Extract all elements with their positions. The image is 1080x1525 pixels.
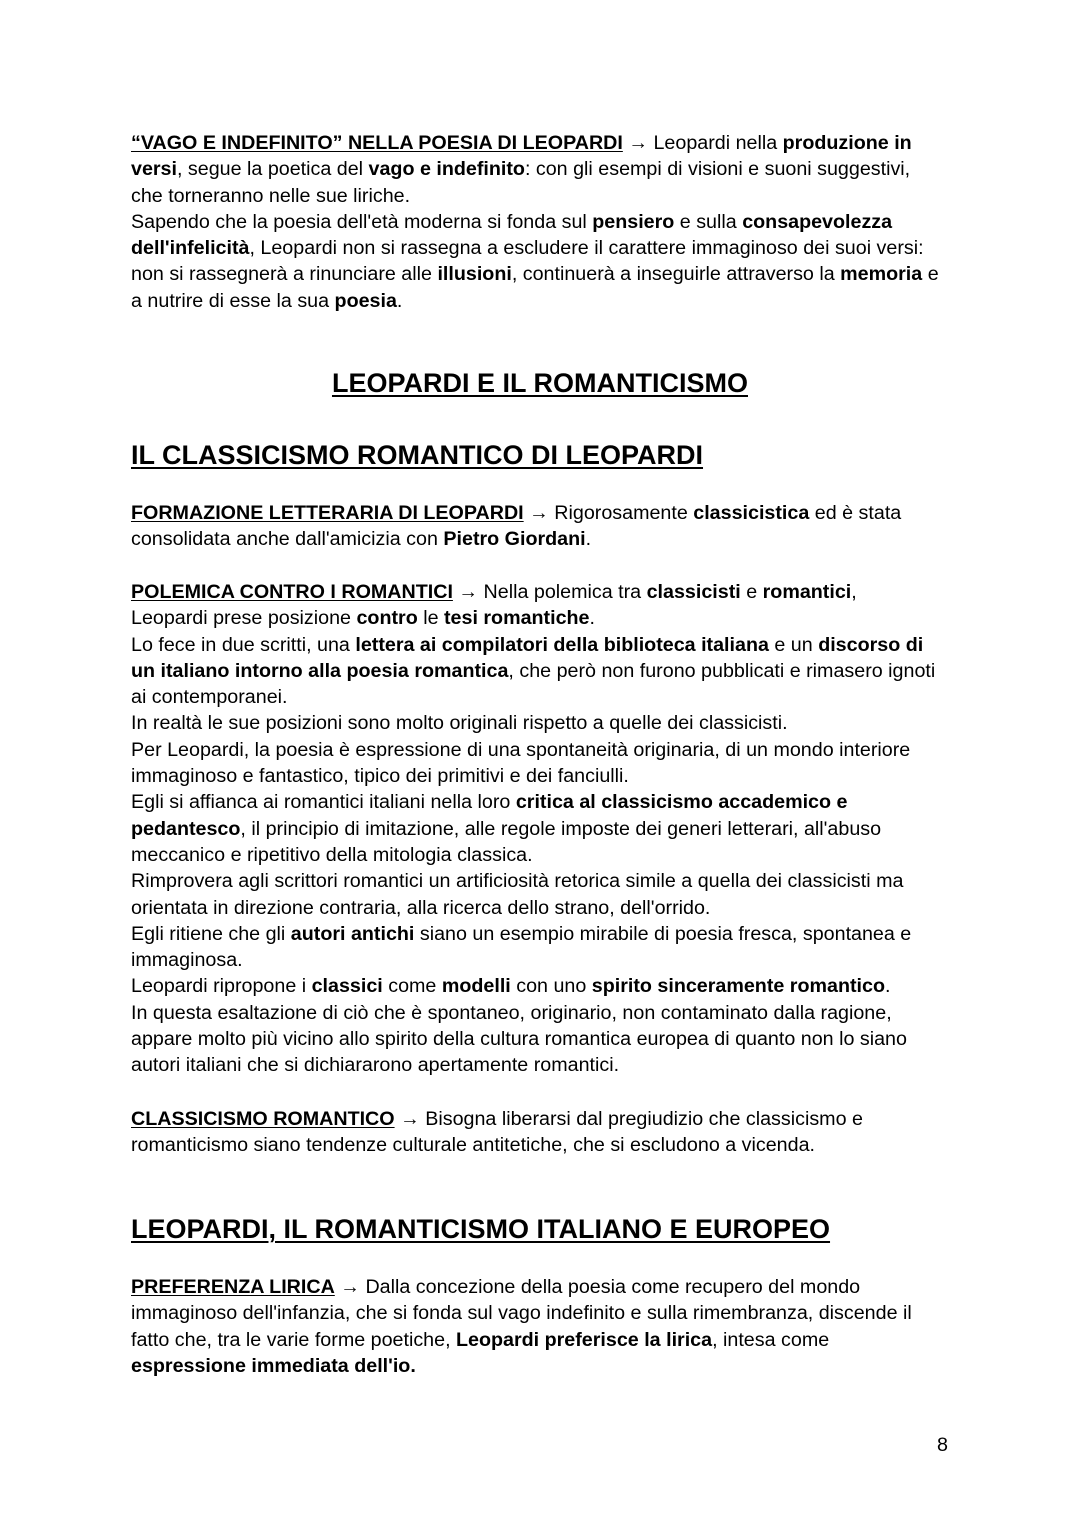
text-line (131, 1052, 961, 1078)
text-line (131, 1274, 961, 1300)
body-text: , (851, 581, 857, 603)
bold-term: pensiero (592, 210, 675, 233)
body-text: romanticismo siano tendenze culturale antitetiche, che si escludono a vicenda. (131, 1134, 815, 1157)
body-text: come (382, 975, 442, 998)
section-label: FORMAZIONE LETTERARIA DI LEOPARDI (131, 502, 524, 524)
body-text: In questa esaltazione di ciò che è spontaneo, originario, non contaminato dalla ragione, (131, 1001, 892, 1024)
bold-term: produzione in (782, 132, 912, 154)
text-line (131, 183, 961, 209)
body-text: Egli ritiene che gli (131, 922, 291, 945)
body-text: e un (768, 633, 819, 656)
text-line (131, 1106, 961, 1132)
bold-term: modelli (441, 975, 511, 998)
section-label: PREFERENZA LIRICA (131, 1276, 335, 1298)
text-line (131, 658, 961, 684)
body-text: consolidata anche dall'amicizia con (131, 528, 444, 551)
text-line (131, 500, 961, 526)
bold-term: pedantesco (131, 817, 241, 840)
text-line (131, 1353, 961, 1379)
body-text: Egli si affianca ai romantici italiani nella loro (131, 791, 516, 814)
body-text: meccanico e ripetitivo della mitologia classica. (131, 843, 533, 866)
text-line (131, 947, 961, 973)
body-text: → Nella polemica tra (452, 581, 647, 603)
text-line (131, 156, 961, 182)
body-text: che torneranno nelle sue liriche. (131, 184, 411, 207)
text-line (131, 895, 961, 921)
section-preferenza-lirica (131, 1274, 961, 1379)
bold-term: contro (356, 607, 418, 630)
body-text: e (740, 581, 763, 603)
body-text: ai contemporanei. (131, 686, 288, 709)
body-text: : con gli esempi di visioni e suoni suggestivi, (524, 158, 911, 181)
body-text: → Dalla concezione della poesia come recupero del mondo (334, 1276, 861, 1298)
body-text: Leopardi ripropone i (131, 975, 312, 998)
body-text: immaginoso dell'infanzia, che si fonda sul vago indefinito e sulla rimembranza, discende il (131, 1302, 912, 1325)
section-label: POLEMICA CONTRO I ROMANTICI (131, 581, 453, 603)
text-line (131, 789, 961, 815)
body-text: , Leopardi non si rassegna a escludere il carattere immaginoso dei suoi versi: (249, 237, 924, 260)
body-text: a nutrire di esse la sua (131, 289, 335, 312)
text-line (131, 684, 961, 710)
body-text: Sapendo che la poesia dell'età moderna si fonda sul (131, 210, 593, 233)
bold-term: discorso di (818, 633, 924, 656)
body-text: immaginoso e fantastico, tipico dei primitivi e dei fanciulli. (131, 765, 629, 788)
text-line (131, 579, 961, 605)
body-text: , il principio di imitazione, alle regole imposte dei generi letterari, all'abuso (240, 817, 882, 840)
bold-term: classicisti (646, 581, 741, 603)
text-line (131, 737, 961, 763)
section-formazione-letteraria (131, 500, 961, 553)
body-text: non si rassegnerà a rinunciare alle (131, 263, 438, 286)
text-line (131, 973, 961, 999)
bold-term: dell'infelicità (131, 237, 250, 260)
body-text: . (589, 607, 595, 630)
text-line (131, 763, 961, 789)
section-classicismo-romantico (131, 1106, 961, 1159)
bold-term: Pietro Giordani (443, 528, 586, 551)
body-text: . (396, 289, 403, 312)
body-text: , segue la poetica del (176, 158, 369, 181)
body-text: . (884, 975, 891, 998)
text-line (131, 921, 961, 947)
body-text: ed è stata (809, 502, 902, 524)
body-text: autori italiani che si dichiararono apertamente romantici. (131, 1054, 620, 1077)
body-text: → Rigorosamente (523, 502, 694, 524)
text-line (131, 261, 961, 287)
bold-term: versi (131, 158, 177, 181)
body-text: , continuerà a inseguirle attraverso la (511, 263, 841, 286)
text-line (131, 1300, 961, 1326)
text-line (131, 1327, 961, 1353)
page-number: 8 (937, 1434, 948, 1456)
bold-term: classicistica (693, 502, 810, 524)
bold-term: tesi romantiche (443, 607, 590, 630)
text-line (131, 868, 961, 894)
text-line (131, 1026, 961, 1052)
body-text: appare molto più vicino allo spirito della cultura romantica europea di quanto non lo siano (131, 1028, 907, 1051)
text-line (131, 1132, 961, 1158)
section-label: “VAGO E INDEFINITO” NELLA POESIA DI LEOPARDI (131, 132, 623, 154)
body-text: . (585, 528, 592, 551)
chapter-title: LEOPARDI E IL ROMANTICISMO (331, 368, 748, 398)
body-text: fatto che, tra le varie forme poetiche, (131, 1328, 457, 1351)
body-text: → Bisogna liberarsi dal pregiudizio che classicismo e (394, 1108, 863, 1130)
section-heading-classicismo-romantico: IL CLASSICISMO ROMANTICO DI LEOPARDI (131, 440, 704, 470)
text-line (131, 288, 961, 314)
bold-term: romantici (762, 581, 852, 603)
bold-term: Leopardi preferisce la lirica (456, 1328, 713, 1351)
body-text: con uno (510, 975, 592, 998)
body-text: immaginosa. (131, 949, 243, 972)
text-line (131, 842, 961, 868)
body-text: Per Leopardi, la poesia è espressione di una spontaneità originaria, di un mondo interiore (131, 738, 911, 761)
bold-term: autori antichi (290, 922, 415, 945)
body-text: Leopardi prese posizione (131, 607, 357, 630)
bold-term: memoria (840, 263, 923, 286)
body-text: e (922, 263, 939, 286)
body-text: siano un esempio mirabile di poesia fresca, spontanea e (414, 922, 912, 945)
body-text: In realtà le sue posizioni sono molto originali rispetto a quelle dei classicisti. (131, 712, 788, 735)
bold-term: poesia (334, 289, 397, 312)
bold-term: vago e indefinito (368, 158, 525, 181)
body-text: Rimprovera agli scrittori romantici un artificiosità retorica simile a quella dei classicisti ma (131, 870, 904, 893)
body-text: le (417, 607, 444, 630)
bold-term: un italiano intorno alla poesia romantica (131, 659, 509, 682)
bold-term: lettera ai compilatori della biblioteca italiana (355, 633, 769, 656)
bold-term: espressione immediata dell'io (131, 1354, 411, 1377)
text-line (131, 816, 961, 842)
text-line (131, 710, 961, 736)
body-text: , intesa come (712, 1328, 830, 1351)
body-text: orientata in direzione contraria, alla ricerca dello strano, dell'orrido. (131, 896, 711, 919)
bold-term: illusioni (437, 263, 512, 286)
body-text: e sulla (674, 210, 743, 233)
text-line (131, 235, 961, 261)
bold-term: consapevolezza (742, 210, 893, 233)
body-text: Lo fece in due scritti, una (131, 633, 356, 656)
section-vago-indefinito (131, 130, 961, 314)
text-line (131, 526, 961, 552)
bold-term: spirito sinceramente romantico (591, 975, 885, 998)
text-line (131, 1000, 961, 1026)
body-text: . (410, 1354, 416, 1377)
body-text: → Leopardi nella (622, 132, 783, 154)
body-text: , che però non furono pubblicati e rimasero ignoti (508, 659, 936, 682)
section-heading-romanticismo-europeo: LEOPARDI, IL ROMANTICISMO ITALIANO E EUROPEO (131, 1214, 831, 1244)
bold-term: critica al classicismo accademico e (515, 791, 848, 814)
section-label: CLASSICISMO ROMANTICO (131, 1108, 395, 1130)
bold-term: classici (311, 975, 383, 998)
text-line (131, 130, 961, 156)
text-line (131, 605, 961, 631)
text-line (131, 632, 961, 658)
section-polemica-romantici (131, 579, 961, 1079)
text-line (131, 209, 961, 235)
